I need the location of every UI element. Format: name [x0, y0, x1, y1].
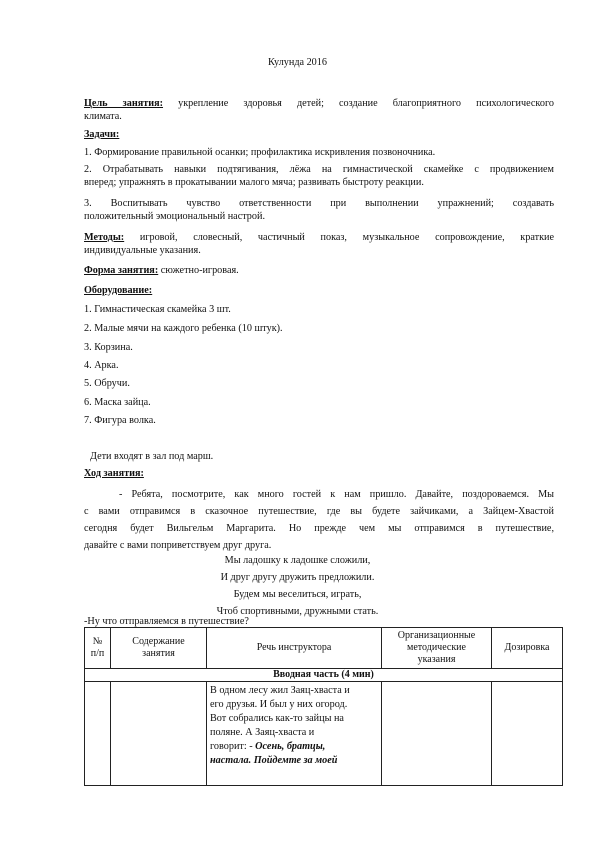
poem-line: Будем мы веселиться, играть,	[233, 589, 362, 600]
table-cell-dose	[492, 682, 563, 786]
header-org-line-1: Организационные	[397, 630, 476, 641]
speech-line	[210, 740, 378, 754]
header-org-line-2: методические	[407, 642, 466, 653]
goal-label: Цель занятия:	[84, 98, 164, 109]
speech-line: Вот собрались как-то зайцы на	[210, 713, 344, 724]
header-speech: Речь инструктора	[207, 628, 382, 669]
table-header-row	[85, 628, 563, 669]
speech-text	[207, 682, 381, 770]
header-content-line-2: занятия	[142, 648, 175, 659]
document-header: Кулунда 2016	[268, 57, 327, 68]
methods-line-1	[84, 232, 554, 244]
lesson-table	[84, 627, 563, 786]
header-dose: Дозировка	[492, 628, 563, 669]
table-cell-number	[85, 682, 111, 786]
table-row	[85, 682, 563, 786]
intro-line-1: - Ребята, посмотрите, как много гостей к нам пришло. Давайте, поздороваемся. Мы	[119, 489, 554, 500]
equipment-item: 6. Маска зайца.	[84, 397, 151, 408]
methods-text: игровой, словесный, частичный показ, музыкальное сопровождение, краткие	[124, 232, 554, 243]
methods-label: Методы:	[84, 232, 125, 243]
equipment-label: Оборудование:	[84, 285, 153, 296]
header-content-line-1: Содержание	[132, 636, 185, 647]
speech-line: В одном лесу жил Заяц-хваста и	[210, 685, 350, 696]
table-section-row	[85, 669, 563, 682]
intro-line-4: давайте с вами поприветствуем друг друга.	[84, 540, 272, 551]
task-2-line-1: 2. Отрабатывать навыки подтягивания, лёжа на гимнастической скамейке с продвижением	[84, 164, 554, 175]
goal-line-1	[84, 98, 554, 110]
task-2-line-2: вперед; упражнять в прокатывании малого мяча; развивать быстроту реакции.	[84, 177, 424, 188]
poem-line: Чтоб спортивными, дружными стать.	[216, 606, 379, 617]
speech-fragment: говорит: -	[210, 741, 256, 752]
goal-line-2: климата.	[84, 111, 122, 122]
course-label: Ход занятия:	[84, 468, 144, 479]
table-cell-speech	[207, 682, 382, 786]
speech-line: его друзья. И был у них огород.	[210, 699, 348, 710]
tasks-label: Задачи:	[84, 129, 120, 140]
poem-line: И друг другу дружить предложили.	[220, 572, 375, 583]
poem-line: Мы ладошку к ладошке сложили,	[224, 555, 371, 566]
equipment-item: 2. Малые мячи на каждого ребенка (10 штук).	[84, 323, 283, 334]
header-org	[382, 628, 492, 669]
equipment-item: 1. Гимнастическая скамейка 3 шт.	[84, 304, 231, 315]
header-content	[111, 628, 207, 669]
intro-line-3: сегодня будет Вильгельм Маргарита. Но прежде чем мы отправимся в путешествие,	[84, 523, 554, 534]
speech-line: поляне. А Заяц-хваста и	[210, 727, 315, 738]
table-cell-org	[382, 682, 492, 786]
section-title: Вводная часть (4 мин)	[85, 669, 563, 682]
table-cell-content	[111, 682, 207, 786]
task-1: 1. Формирование правильной осанки; профилактика искривления позвоночника.	[84, 147, 436, 158]
form-value: сюжетно-игровая.	[158, 265, 239, 276]
entry-note: Дети входят в зал под марш.	[90, 451, 214, 462]
header-number	[85, 628, 111, 669]
question-line: -Ну что отправляемся в путешествие?	[84, 616, 249, 627]
task-3-line-2: положительный эмоциональный настрой.	[84, 211, 265, 222]
task-3-line-1: 3. Воспитывать чувство ответственности при выполнении упражнений; создавать	[84, 198, 554, 209]
methods-line-2: индивидуальные указания.	[84, 245, 201, 256]
intro-line-2: с вами отправимся в сказочное путешествие, где вы будете зайчиками, а Зайцем-Хвастой	[84, 506, 554, 517]
equipment-item: 5. Обручи.	[84, 378, 130, 389]
header-org-line-3: указания	[417, 654, 456, 665]
equipment-item: 3. Корзина.	[84, 342, 133, 353]
speech-quote: Осень, братцы,	[255, 741, 326, 752]
form-label: Форма занятия:	[84, 265, 159, 276]
header-number-line-2: п/п	[90, 648, 105, 659]
header-number-line-1: №	[92, 636, 103, 647]
goal-text: укрепление здоровья детей; создание благоприятного психологического	[163, 98, 554, 109]
speech-quote: настала. Пойдемте за моей	[210, 755, 338, 766]
form-line	[84, 265, 554, 277]
equipment-item: 4. Арка.	[84, 360, 119, 371]
equipment-item: 7. Фигура волка.	[84, 415, 156, 426]
